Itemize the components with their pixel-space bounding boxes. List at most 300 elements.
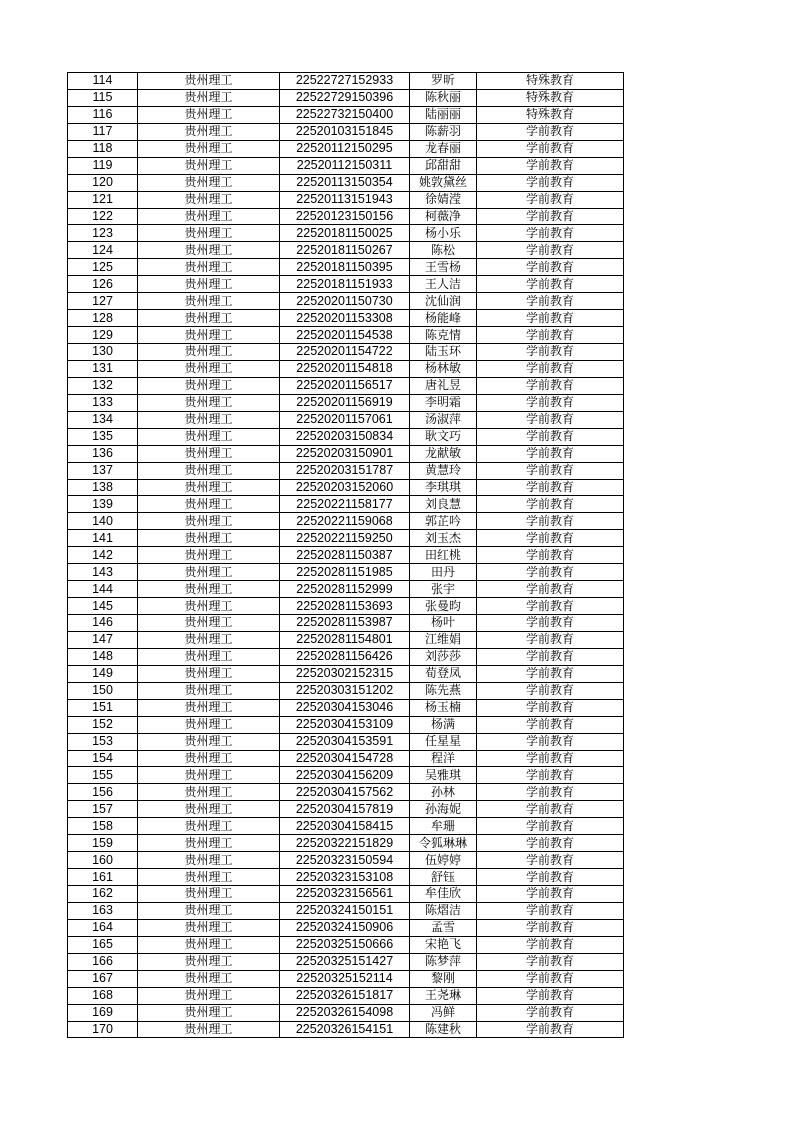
table-row (68, 225, 624, 242)
exam-number-cell: 22520203150834 (280, 428, 410, 445)
row-index-cell: 161 (68, 869, 138, 886)
school-name-cell: 贵州理工 (138, 767, 280, 784)
exam-number-cell: 22520324150906 (280, 919, 410, 936)
table-row (68, 327, 624, 344)
exam-number-cell: 22520304158415 (280, 818, 410, 835)
exam-number-cell: 22520281152999 (280, 581, 410, 598)
exam-number-cell: 22520323156561 (280, 886, 410, 903)
table-row (68, 1021, 624, 1038)
row-index-cell: 155 (68, 767, 138, 784)
row-index-cell: 122 (68, 208, 138, 225)
row-index-cell: 126 (68, 276, 138, 293)
major-cell: 学前教育 (477, 327, 624, 344)
row-index-cell: 136 (68, 445, 138, 462)
school-name-cell: 贵州理工 (138, 818, 280, 835)
school-name-cell: 贵州理工 (138, 174, 280, 191)
row-index-cell: 132 (68, 377, 138, 394)
major-cell: 学前教育 (477, 157, 624, 174)
student-name-cell: 陈先燕 (410, 682, 477, 699)
major-cell: 学前教育 (477, 1021, 624, 1038)
row-index-cell: 142 (68, 547, 138, 564)
school-name-cell: 贵州理工 (138, 547, 280, 564)
student-name-cell: 陈熠洁 (410, 902, 477, 919)
table-row (68, 869, 624, 886)
student-name-cell: 杨小乐 (410, 225, 477, 242)
school-name-cell: 贵州理工 (138, 360, 280, 377)
exam-number-cell: 22520221159250 (280, 530, 410, 547)
table-row (68, 564, 624, 581)
table-row (68, 208, 624, 225)
row-index-cell: 128 (68, 310, 138, 327)
table-row (68, 936, 624, 953)
major-cell: 学前教育 (477, 801, 624, 818)
exam-number-cell: 22520201153308 (280, 310, 410, 327)
exam-number-cell: 22520201156517 (280, 377, 410, 394)
exam-number-cell: 22520323153108 (280, 869, 410, 886)
row-index-cell: 140 (68, 513, 138, 530)
exam-number-cell: 22520123150156 (280, 208, 410, 225)
student-name-cell: 杨玉楠 (410, 699, 477, 716)
major-cell: 学前教育 (477, 208, 624, 225)
student-name-cell: 陈秋丽 (410, 89, 477, 106)
exam-number-cell: 22522729150396 (280, 89, 410, 106)
table-row (68, 902, 624, 919)
major-cell: 学前教育 (477, 835, 624, 852)
exam-number-cell: 22520201157061 (280, 411, 410, 428)
major-cell: 学前教育 (477, 479, 624, 496)
student-name-cell: 孙海妮 (410, 801, 477, 818)
student-name-cell: 黄慧玲 (410, 462, 477, 479)
row-index-cell: 170 (68, 1021, 138, 1038)
row-index-cell: 153 (68, 733, 138, 750)
row-index-cell: 165 (68, 936, 138, 953)
student-name-cell: 王尧琳 (410, 987, 477, 1004)
exam-number-cell: 22520112150311 (280, 157, 410, 174)
table-row (68, 631, 624, 648)
roster-table (67, 72, 624, 1038)
table-row (68, 411, 624, 428)
row-index-cell: 168 (68, 987, 138, 1004)
school-name-cell: 贵州理工 (138, 564, 280, 581)
major-cell: 学前教育 (477, 225, 624, 242)
school-name-cell: 贵州理工 (138, 140, 280, 157)
row-index-cell: 167 (68, 970, 138, 987)
major-cell: 学前教育 (477, 750, 624, 767)
table-row (68, 682, 624, 699)
exam-number-cell: 22520221159068 (280, 513, 410, 530)
table-row (68, 191, 624, 208)
row-index-cell: 144 (68, 581, 138, 598)
table-row (68, 462, 624, 479)
school-name-cell: 贵州理工 (138, 953, 280, 970)
table-row (68, 987, 624, 1004)
row-index-cell: 148 (68, 648, 138, 665)
table-row (68, 174, 624, 191)
row-index-cell: 149 (68, 665, 138, 682)
exam-number-cell: 22520304157562 (280, 784, 410, 801)
major-cell: 学前教育 (477, 462, 624, 479)
table-row (68, 598, 624, 615)
row-index-cell: 146 (68, 615, 138, 632)
major-cell: 学前教育 (477, 513, 624, 530)
table-row (68, 767, 624, 784)
table-row (68, 428, 624, 445)
student-name-cell: 王人洁 (410, 276, 477, 293)
exam-number-cell: 22520203152060 (280, 479, 410, 496)
major-cell: 特殊教育 (477, 73, 624, 90)
row-index-cell: 145 (68, 598, 138, 615)
school-name-cell: 贵州理工 (138, 208, 280, 225)
exam-number-cell: 22520304157819 (280, 801, 410, 818)
exam-number-cell: 22520201150730 (280, 293, 410, 310)
major-cell: 学前教育 (477, 259, 624, 276)
exam-number-cell: 22520304154728 (280, 750, 410, 767)
major-cell: 学前教育 (477, 886, 624, 903)
school-name-cell: 贵州理工 (138, 801, 280, 818)
major-cell: 学前教育 (477, 818, 624, 835)
exam-number-cell: 22520325152114 (280, 970, 410, 987)
row-index-cell: 160 (68, 852, 138, 869)
major-cell: 特殊教育 (477, 89, 624, 106)
school-name-cell: 贵州理工 (138, 344, 280, 361)
major-cell: 学前教育 (477, 682, 624, 699)
school-name-cell: 贵州理工 (138, 886, 280, 903)
table-row (68, 852, 624, 869)
exam-number-cell: 22520281156426 (280, 648, 410, 665)
row-index-cell: 130 (68, 344, 138, 361)
school-name-cell: 贵州理工 (138, 750, 280, 767)
exam-number-cell: 22520181150267 (280, 242, 410, 259)
table-row (68, 835, 624, 852)
row-index-cell: 169 (68, 1004, 138, 1021)
student-name-cell: 令狐琳琳 (410, 835, 477, 852)
school-name-cell: 贵州理工 (138, 1021, 280, 1038)
student-name-cell: 龙春丽 (410, 140, 477, 157)
row-index-cell: 156 (68, 784, 138, 801)
exam-number-cell: 22522727152933 (280, 73, 410, 90)
major-cell: 特殊教育 (477, 106, 624, 123)
student-name-cell: 王雪杨 (410, 259, 477, 276)
exam-number-cell: 22520325150666 (280, 936, 410, 953)
student-name-cell: 李琪琪 (410, 479, 477, 496)
row-index-cell: 123 (68, 225, 138, 242)
exam-number-cell: 22520326154098 (280, 1004, 410, 1021)
student-name-cell: 冯鲜 (410, 1004, 477, 1021)
exam-number-cell: 22520281151985 (280, 564, 410, 581)
school-name-cell: 贵州理工 (138, 496, 280, 513)
major-cell: 学前教育 (477, 1004, 624, 1021)
student-name-cell: 田丹 (410, 564, 477, 581)
exam-number-cell: 22520201156919 (280, 394, 410, 411)
table-row (68, 259, 624, 276)
exam-number-cell: 22520281153693 (280, 598, 410, 615)
row-index-cell: 150 (68, 682, 138, 699)
student-name-cell: 陈松 (410, 242, 477, 259)
student-name-cell: 牟佳欣 (410, 886, 477, 903)
table-row (68, 648, 624, 665)
exam-number-cell: 22520201154818 (280, 360, 410, 377)
major-cell: 学前教育 (477, 276, 624, 293)
student-name-cell: 张曼昀 (410, 598, 477, 615)
major-cell: 学前教育 (477, 631, 624, 648)
school-name-cell: 贵州理工 (138, 682, 280, 699)
student-name-cell: 姚敦黛丝 (410, 174, 477, 191)
table-row (68, 293, 624, 310)
student-name-cell: 伍婷婷 (410, 852, 477, 869)
student-name-cell: 沈仙润 (410, 293, 477, 310)
major-cell: 学前教育 (477, 191, 624, 208)
school-name-cell: 贵州理工 (138, 89, 280, 106)
row-index-cell: 158 (68, 818, 138, 835)
school-name-cell: 贵州理工 (138, 445, 280, 462)
school-name-cell: 贵州理工 (138, 293, 280, 310)
student-name-cell: 柯薇净 (410, 208, 477, 225)
school-name-cell: 贵州理工 (138, 479, 280, 496)
exam-number-cell: 22520103151845 (280, 123, 410, 140)
table-row (68, 1004, 624, 1021)
student-name-cell: 龙献敏 (410, 445, 477, 462)
school-name-cell: 贵州理工 (138, 242, 280, 259)
major-cell: 学前教育 (477, 310, 624, 327)
exam-number-cell: 22520322151829 (280, 835, 410, 852)
table-row (68, 919, 624, 936)
school-name-cell: 贵州理工 (138, 615, 280, 632)
school-name-cell: 贵州理工 (138, 428, 280, 445)
table-row (68, 818, 624, 835)
row-index-cell: 157 (68, 801, 138, 818)
school-name-cell: 贵州理工 (138, 919, 280, 936)
row-index-cell: 120 (68, 174, 138, 191)
row-index-cell: 116 (68, 106, 138, 123)
major-cell: 学前教育 (477, 174, 624, 191)
exam-number-cell: 22520304156209 (280, 767, 410, 784)
school-name-cell: 贵州理工 (138, 191, 280, 208)
row-index-cell: 127 (68, 293, 138, 310)
row-index-cell: 154 (68, 750, 138, 767)
major-cell: 学前教育 (477, 615, 624, 632)
school-name-cell: 贵州理工 (138, 784, 280, 801)
table-row (68, 73, 624, 90)
table-row (68, 886, 624, 903)
school-name-cell: 贵州理工 (138, 327, 280, 344)
student-name-cell: 程洋 (410, 750, 477, 767)
exam-number-cell: 22520113150354 (280, 174, 410, 191)
major-cell: 学前教育 (477, 377, 624, 394)
exam-number-cell: 22520201154722 (280, 344, 410, 361)
exam-number-cell: 22520324150151 (280, 902, 410, 919)
major-cell: 学前教育 (477, 869, 624, 886)
row-index-cell: 125 (68, 259, 138, 276)
row-index-cell: 143 (68, 564, 138, 581)
table-row (68, 242, 624, 259)
major-cell: 学前教育 (477, 970, 624, 987)
student-name-cell: 郭芷吟 (410, 513, 477, 530)
exam-number-cell: 22520323150594 (280, 852, 410, 869)
student-name-cell: 宋艳飞 (410, 936, 477, 953)
exam-number-cell: 22520112150295 (280, 140, 410, 157)
student-name-cell: 刘莎莎 (410, 648, 477, 665)
table-row (68, 445, 624, 462)
student-name-cell: 孙林 (410, 784, 477, 801)
major-cell: 学前教育 (477, 902, 624, 919)
row-index-cell: 151 (68, 699, 138, 716)
major-cell: 学前教育 (477, 411, 624, 428)
exam-number-cell: 22520181151933 (280, 276, 410, 293)
table-row (68, 344, 624, 361)
row-index-cell: 133 (68, 394, 138, 411)
table-row (68, 360, 624, 377)
table-row (68, 513, 624, 530)
student-name-cell: 罗昕 (410, 73, 477, 90)
school-name-cell: 贵州理工 (138, 835, 280, 852)
row-index-cell: 129 (68, 327, 138, 344)
major-cell: 学前教育 (477, 733, 624, 750)
row-index-cell: 152 (68, 716, 138, 733)
school-name-cell: 贵州理工 (138, 123, 280, 140)
exam-number-cell: 22520281150387 (280, 547, 410, 564)
student-name-cell: 任星星 (410, 733, 477, 750)
school-name-cell: 贵州理工 (138, 310, 280, 327)
student-name-cell: 汤淑萍 (410, 411, 477, 428)
table-row (68, 801, 624, 818)
school-name-cell: 贵州理工 (138, 513, 280, 530)
school-name-cell: 贵州理工 (138, 276, 280, 293)
school-name-cell: 贵州理工 (138, 733, 280, 750)
row-index-cell: 147 (68, 631, 138, 648)
student-name-cell: 邱甜甜 (410, 157, 477, 174)
row-index-cell: 139 (68, 496, 138, 513)
exam-number-cell: 22520181150395 (280, 259, 410, 276)
row-index-cell: 114 (68, 73, 138, 90)
student-name-cell: 杨能峰 (410, 310, 477, 327)
school-name-cell: 贵州理工 (138, 665, 280, 682)
exam-number-cell: 22520281154801 (280, 631, 410, 648)
exam-number-cell: 22520326151817 (280, 987, 410, 1004)
school-name-cell: 贵州理工 (138, 852, 280, 869)
school-name-cell: 贵州理工 (138, 377, 280, 394)
table-row (68, 140, 624, 157)
major-cell: 学前教育 (477, 919, 624, 936)
table-row (68, 953, 624, 970)
exam-number-cell: 22520304153109 (280, 716, 410, 733)
school-name-cell: 贵州理工 (138, 699, 280, 716)
exam-number-cell: 22520221158177 (280, 496, 410, 513)
row-index-cell: 159 (68, 835, 138, 852)
student-name-cell: 李明霜 (410, 394, 477, 411)
table-row (68, 106, 624, 123)
major-cell: 学前教育 (477, 530, 624, 547)
table-row (68, 157, 624, 174)
row-index-cell: 121 (68, 191, 138, 208)
exam-number-cell: 22520325151427 (280, 953, 410, 970)
student-name-cell: 牟珊 (410, 818, 477, 835)
table-row (68, 733, 624, 750)
school-name-cell: 贵州理工 (138, 970, 280, 987)
major-cell: 学前教育 (477, 344, 624, 361)
table-row (68, 394, 624, 411)
major-cell: 学前教育 (477, 598, 624, 615)
table-row (68, 479, 624, 496)
school-name-cell: 贵州理工 (138, 1004, 280, 1021)
student-name-cell: 杨叶 (410, 615, 477, 632)
row-index-cell: 166 (68, 953, 138, 970)
student-name-cell: 陈克情 (410, 327, 477, 344)
roster-table-body (68, 73, 624, 1038)
major-cell: 学前教育 (477, 445, 624, 462)
student-name-cell: 陈梦萍 (410, 953, 477, 970)
table-row (68, 89, 624, 106)
school-name-cell: 贵州理工 (138, 598, 280, 615)
row-index-cell: 117 (68, 123, 138, 140)
school-name-cell: 贵州理工 (138, 581, 280, 598)
major-cell: 学前教育 (477, 767, 624, 784)
table-row (68, 699, 624, 716)
school-name-cell: 贵州理工 (138, 716, 280, 733)
major-cell: 学前教育 (477, 140, 624, 157)
school-name-cell: 贵州理工 (138, 936, 280, 953)
exam-number-cell: 22522732150400 (280, 106, 410, 123)
row-index-cell: 115 (68, 89, 138, 106)
row-index-cell: 134 (68, 411, 138, 428)
exam-number-cell: 22520203150901 (280, 445, 410, 462)
student-name-cell: 荀登凤 (410, 665, 477, 682)
table-row (68, 123, 624, 140)
table-row (68, 581, 624, 598)
exam-number-cell: 22520203151787 (280, 462, 410, 479)
major-cell: 学前教育 (477, 394, 624, 411)
major-cell: 学前教育 (477, 496, 624, 513)
major-cell: 学前教育 (477, 428, 624, 445)
school-name-cell: 贵州理工 (138, 631, 280, 648)
major-cell: 学前教育 (477, 665, 624, 682)
student-name-cell: 吴雅琪 (410, 767, 477, 784)
major-cell: 学前教育 (477, 648, 624, 665)
student-name-cell: 徐婧滢 (410, 191, 477, 208)
major-cell: 学前教育 (477, 581, 624, 598)
row-index-cell: 137 (68, 462, 138, 479)
student-name-cell: 陆玉环 (410, 344, 477, 361)
exam-number-cell: 22520302152315 (280, 665, 410, 682)
exam-number-cell: 22520304153591 (280, 733, 410, 750)
exam-number-cell: 22520201154538 (280, 327, 410, 344)
student-name-cell: 江维娟 (410, 631, 477, 648)
school-name-cell: 贵州理工 (138, 225, 280, 242)
table-row (68, 496, 624, 513)
school-name-cell: 贵州理工 (138, 73, 280, 90)
student-name-cell: 杨林敏 (410, 360, 477, 377)
exam-number-cell: 22520281153987 (280, 615, 410, 632)
student-name-cell: 孟雪 (410, 919, 477, 936)
exam-number-cell: 22520304153046 (280, 699, 410, 716)
exam-number-cell: 22520303151202 (280, 682, 410, 699)
table-row (68, 970, 624, 987)
table-row (68, 784, 624, 801)
major-cell: 学前教育 (477, 242, 624, 259)
table-row (68, 377, 624, 394)
row-index-cell: 163 (68, 902, 138, 919)
student-name-cell: 刘玉杰 (410, 530, 477, 547)
table-row (68, 276, 624, 293)
table-row (68, 547, 624, 564)
school-name-cell: 贵州理工 (138, 462, 280, 479)
row-index-cell: 141 (68, 530, 138, 547)
student-name-cell: 杨满 (410, 716, 477, 733)
major-cell: 学前教育 (477, 852, 624, 869)
table-row (68, 310, 624, 327)
student-name-cell: 舒钰 (410, 869, 477, 886)
row-index-cell: 131 (68, 360, 138, 377)
school-name-cell: 贵州理工 (138, 259, 280, 276)
